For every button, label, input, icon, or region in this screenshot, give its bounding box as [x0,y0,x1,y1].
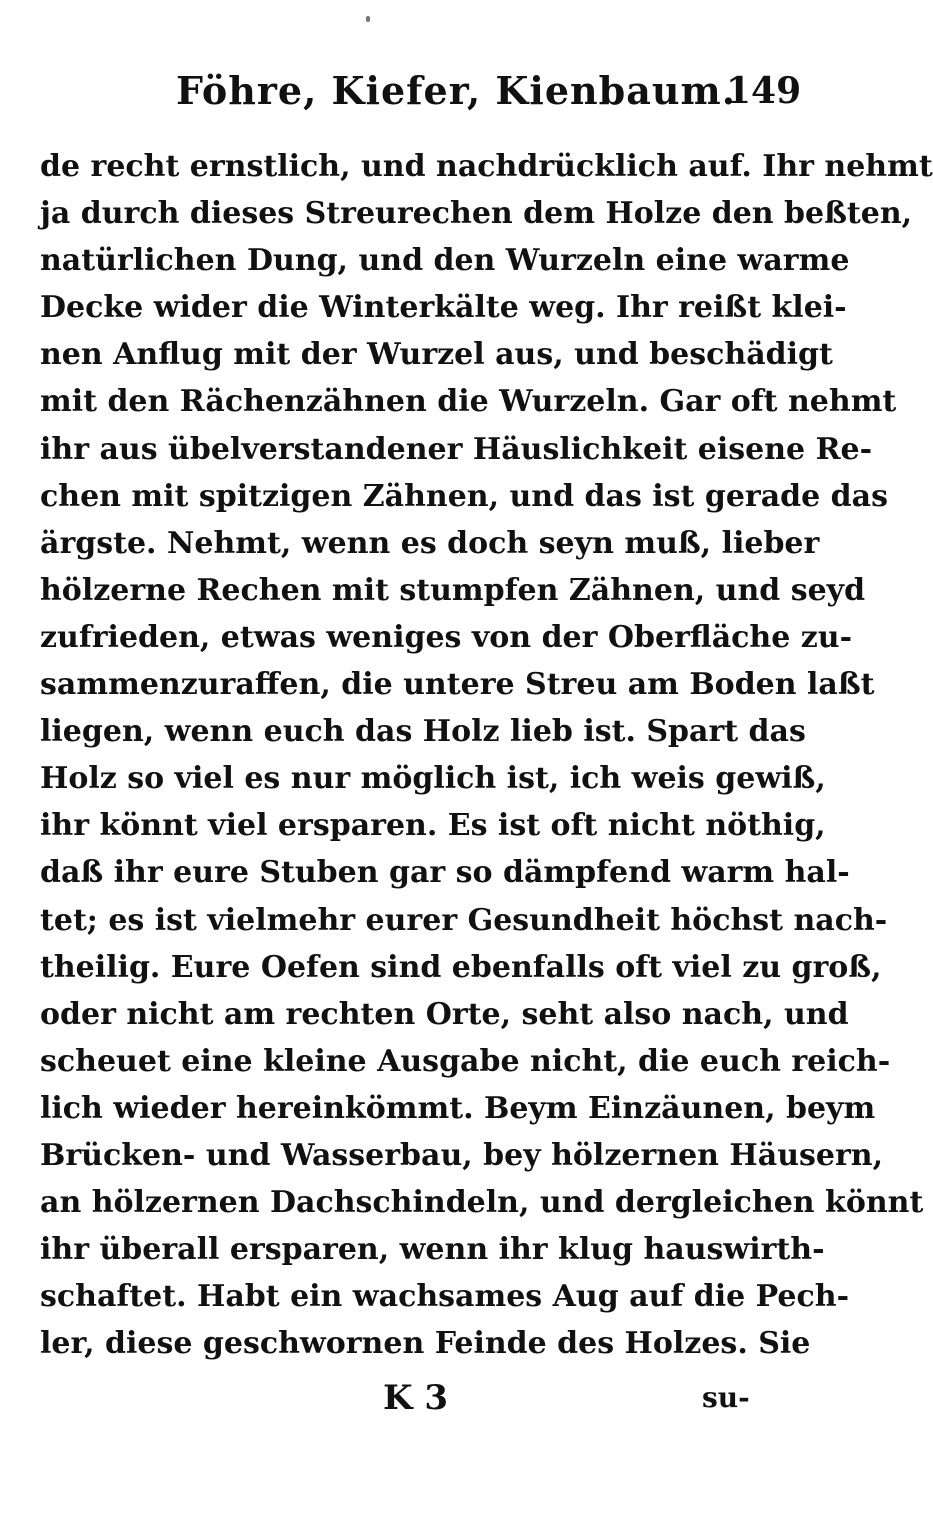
text-line: ärgste. Nehmt, wenn es doch seyn muß, lieber [40,525,820,561]
text-line: hölzerne Rechen mit stumpfen Zähnen, und seyd [40,572,866,608]
text-line: de recht ernstlich, und nachdrücklich auf. Ihr nehmt [40,149,933,184]
text-line: lich wieder hereinkömmt. Beym Einzäunen, beym [40,1090,876,1126]
text-line: ihr überall ersparen, wenn ihr klug hauswirth- [40,1232,825,1268]
text-line: an hölzernen Dachschindeln, und dergleichen könnt [40,1185,924,1221]
signature-mark: K 3 [383,1378,449,1418]
text-line: nen Anflug mit der Wurzel aus, und beschädigt [40,337,833,373]
text-line: Brücken- und Wasserbau, bey hölzernen Häusern, [40,1137,884,1173]
text-line: natürlichen Dung, und den Wurzeln eine warme [40,243,850,279]
text-line: chen mit spitzigen Zähnen, und das ist gerade das [40,478,888,514]
text-line: zufrieden, etwas weniges von der Oberfläche zu- [40,619,853,655]
text-line: liegen, wenn euch das Holz lieb ist. Spart das [40,714,806,750]
text-line: oder nicht am rechten Orte, seht also nach, und [40,996,849,1032]
text-line: Decke wider die Winterkälte weg. Ihr reißt klei- [40,290,847,326]
page-number: 149 [726,70,802,112]
body-text [40,143,933,1367]
text-line: daß ihr eure Stuben gar so dämpfend warm hal- [40,855,850,891]
text-line: theilig. Eure Oefen sind ebenfalls oft viel zu groß, [40,949,882,985]
text-line: scheuet eine kleine Ausgabe nicht, die euch reich- [40,1043,891,1079]
text-line: tet; es ist vielmehr eurer Gesundheit höchst nach- [40,902,888,938]
text-line: schaftet. Habt ein wachsames Aug auf die Pech- [40,1279,850,1315]
text-line: ler, diese geschwornen Feinde des Holzes. Sie [40,1326,811,1362]
text-line: sammenzuraffen, die untere Streu am Boden laßt [40,667,875,703]
text-line: ihr könnt viel ersparen. Es ist oft nicht nöthig, [40,808,826,844]
ink-speck [366,16,370,22]
text-line: ihr aus übelverstandener Häuslichkeit eisene Re- [40,431,873,467]
running-head: Föhre, Kiefer, Kienbaum. [176,68,736,113]
text-line: Holz so viel es nur möglich ist, ich weis gewiß, [40,761,826,797]
text-line: mit den Rächenzähnen die Wurzeln. Gar oft nehmt [40,384,897,420]
catchword: su- [702,1381,750,1414]
text-line: ja durch dieses Streurechen dem Holze den beßten, [40,196,913,232]
